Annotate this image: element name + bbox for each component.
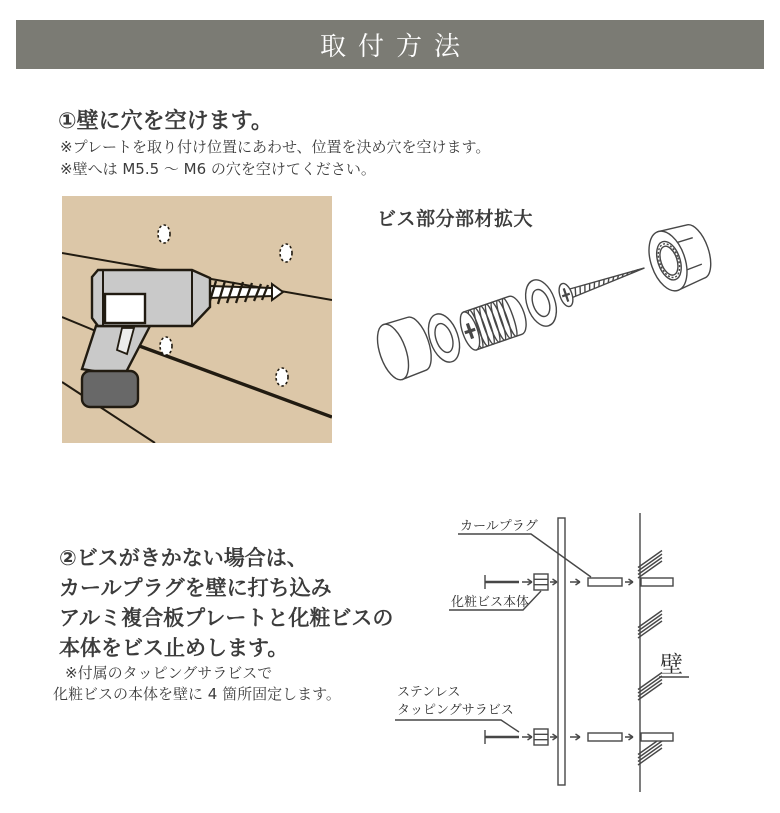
threaded-screw-body-part	[456, 294, 530, 353]
step2-heading-line: カールプラグを壁に打ち込み	[59, 576, 332, 600]
curl-plug-side-view	[588, 578, 622, 586]
stainless-screw-label-line2: タッピングサラビス	[397, 703, 514, 718]
parts-diagram-title: ビス部分部材拡大	[377, 208, 534, 230]
tapping-screw-part	[556, 257, 648, 309]
parts-exploded-diagram	[360, 200, 780, 390]
plug-in-wall	[641, 733, 673, 741]
step1-note-2: ※壁へは M5.5 ～ M6 の穴を空けてください。	[60, 160, 376, 178]
wall-label: 壁	[660, 652, 683, 678]
plug-in-wall	[641, 578, 673, 586]
step1-heading: ①壁に穴を空けます。	[58, 109, 273, 134]
screw-body-side-view	[534, 729, 548, 745]
hole-marker	[276, 368, 288, 386]
curl-plug-leader	[458, 534, 591, 577]
screw-body-label: 化粧ビス本体	[451, 595, 530, 610]
step1-note-1: ※プレートを取り付け位置にあわせ、位置を決め穴を空けます。	[60, 138, 491, 156]
stainless-screw-leader	[395, 720, 519, 732]
hole-marker	[158, 225, 170, 243]
page-title: 取付方法	[319, 32, 472, 62]
screw-body-side-view	[534, 574, 548, 590]
cap-part	[371, 313, 437, 384]
step2-note-2: 化粧ビスの本体を壁に 4 箇所固定します。	[53, 685, 341, 703]
hole-marker	[280, 244, 292, 262]
hole-marker	[160, 337, 172, 355]
assembly-row-top	[485, 574, 673, 590]
step2-note-1: ※付属のタッピングサラビスで	[65, 664, 273, 682]
nut-part	[642, 218, 718, 296]
assembly-row-bottom	[485, 729, 673, 745]
curl-plug-side-view	[588, 733, 622, 741]
step2-heading-line: アルミ複合板プレートと化粧ビスの	[59, 606, 394, 630]
drill-illustration-svg	[62, 196, 332, 443]
drill-battery	[82, 371, 138, 407]
wall-mount-diagram	[370, 500, 780, 813]
curl-plug-label: カールプラグ	[460, 519, 538, 534]
step2-heading	[59, 543, 393, 663]
drill-illustration	[62, 196, 332, 443]
drill-label-plate	[105, 294, 145, 323]
step2-heading-line: ②ビスがきかない場合は、	[59, 546, 308, 570]
page-header	[16, 20, 764, 69]
stainless-screw-label-line1: ステンレス	[397, 685, 461, 700]
step2-heading-line: 本体をビス止めします。	[59, 636, 289, 660]
